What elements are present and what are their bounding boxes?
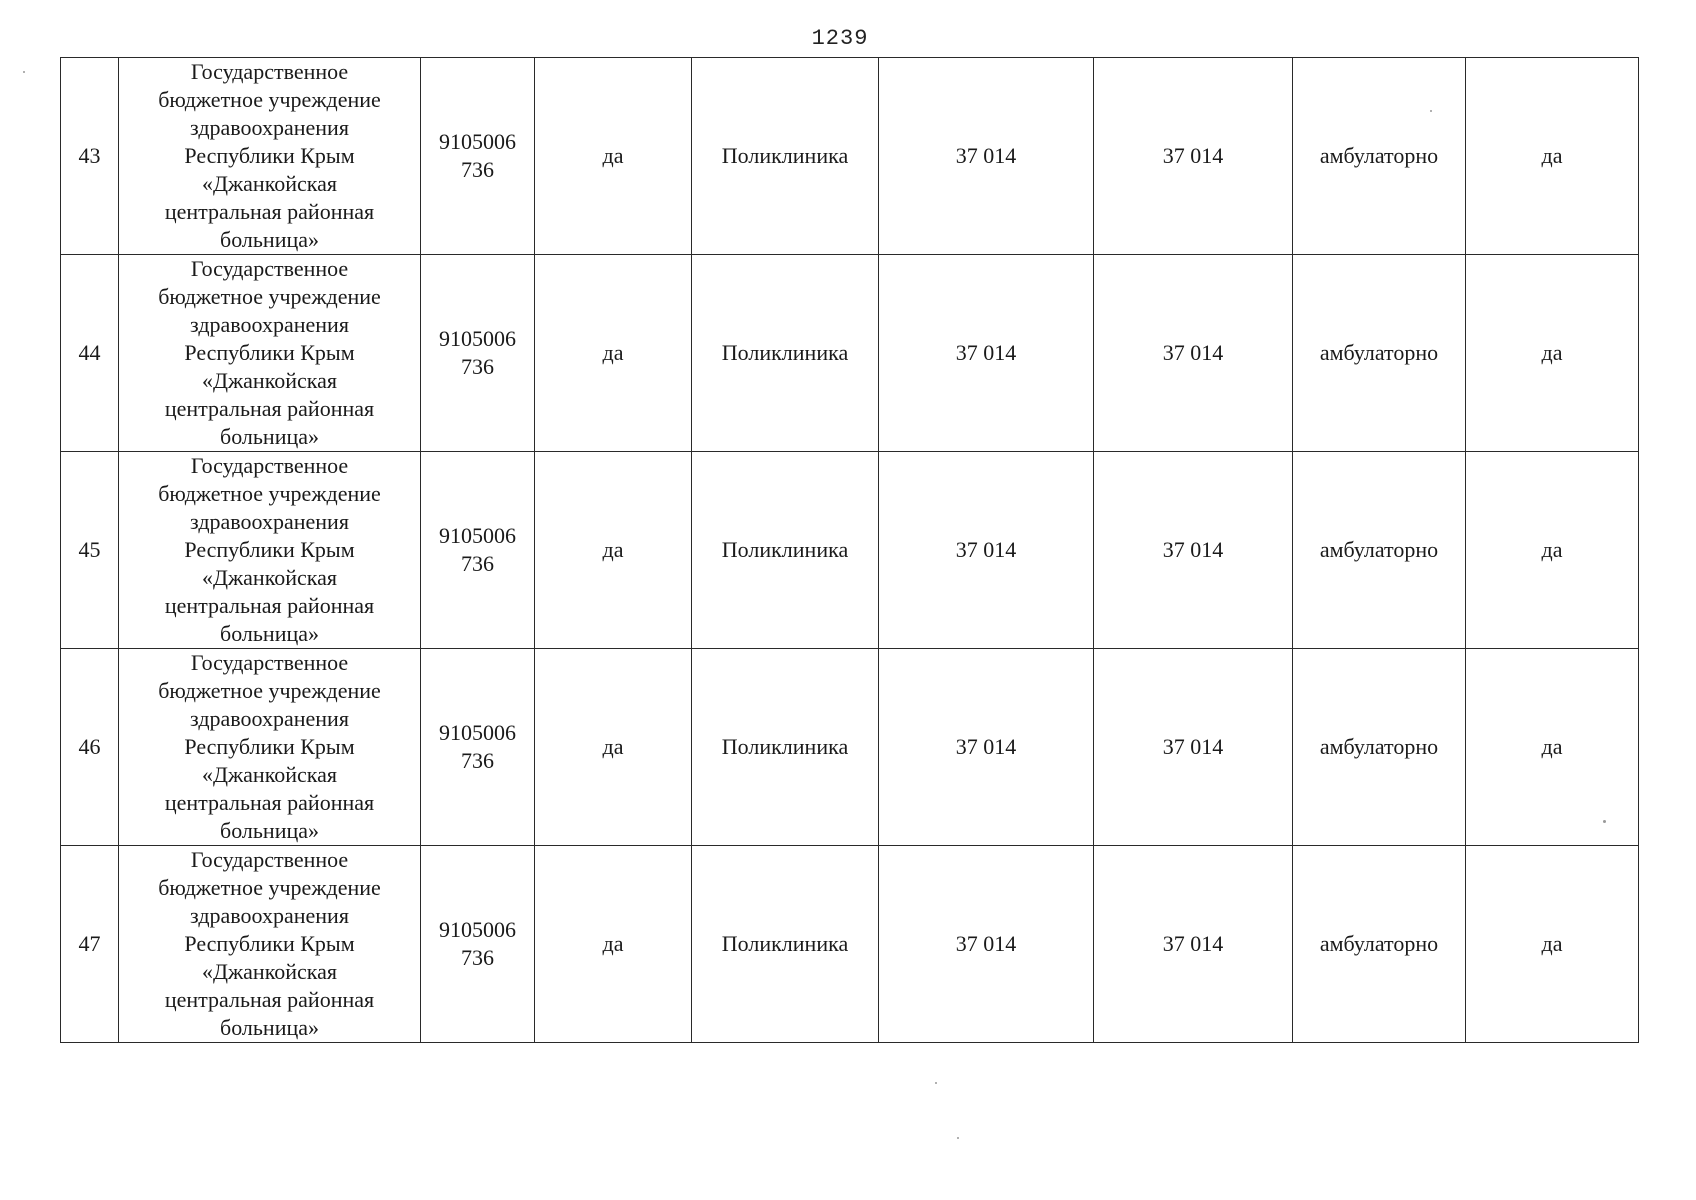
organization-line: больница» bbox=[220, 424, 319, 449]
organization-line: центральная районная bbox=[164, 199, 375, 224]
row-number-cell: 47 bbox=[61, 846, 119, 1043]
inn-line: 9105006 bbox=[439, 129, 516, 154]
facility-type-cell: Поликлиника bbox=[692, 255, 879, 452]
organization-line: больница» bbox=[220, 621, 319, 646]
value-cell-1: 37 014 bbox=[879, 255, 1094, 452]
organization-line: «Джанкойская bbox=[201, 368, 338, 393]
scan-speck bbox=[1603, 820, 1606, 823]
inn-cell bbox=[421, 846, 535, 1043]
registry-table bbox=[60, 57, 1639, 1043]
organization-line: бюджетное учреждение bbox=[158, 87, 381, 112]
flag-cell-2: да bbox=[1466, 255, 1639, 452]
organization-line: «Джанкойская bbox=[201, 762, 338, 787]
row-number-cell: 46 bbox=[61, 649, 119, 846]
organization-line: здравоохранения bbox=[190, 706, 349, 731]
organization-line: Республики Крым bbox=[184, 734, 355, 759]
value-cell-2: 37 014 bbox=[1094, 452, 1293, 649]
care-mode-cell: амбулаторно bbox=[1293, 452, 1466, 649]
organization-line: Государственное bbox=[190, 453, 349, 478]
value-cell-2: 37 014 bbox=[1094, 846, 1293, 1043]
care-mode-cell: амбулаторно bbox=[1293, 255, 1466, 452]
organization-line: здравоохранения bbox=[190, 509, 349, 534]
organization-cell bbox=[119, 255, 421, 452]
organization-line: центральная районная bbox=[164, 790, 375, 815]
table-row bbox=[61, 58, 1639, 255]
inn-line: 736 bbox=[461, 551, 494, 576]
organization-line: «Джанкойская bbox=[201, 565, 338, 590]
organization-line: центральная районная bbox=[164, 593, 375, 618]
value-cell-1: 37 014 bbox=[879, 846, 1094, 1043]
inn-line: 736 bbox=[461, 354, 494, 379]
scan-speck bbox=[1430, 110, 1432, 112]
flag-cell: да bbox=[535, 255, 692, 452]
organization-line: здравоохранения bbox=[190, 312, 349, 337]
organization-line: «Джанкойская bbox=[201, 171, 338, 196]
flag-cell: да bbox=[535, 452, 692, 649]
inn-line: 736 bbox=[461, 748, 494, 773]
organization-line: больница» bbox=[220, 227, 319, 252]
value-cell-2: 37 014 bbox=[1094, 58, 1293, 255]
table-row bbox=[61, 846, 1639, 1043]
organization-line: здравоохранения bbox=[190, 903, 349, 928]
page-number: 1239 bbox=[811, 26, 869, 51]
flag-cell-2: да bbox=[1466, 58, 1639, 255]
inn-line: 736 bbox=[461, 157, 494, 182]
organization-line: Государственное bbox=[190, 650, 349, 675]
organization-line: бюджетное учреждение bbox=[158, 284, 381, 309]
row-number-cell: 45 bbox=[61, 452, 119, 649]
flag-cell-2: да bbox=[1466, 649, 1639, 846]
row-number-cell: 43 bbox=[61, 58, 119, 255]
table-row bbox=[61, 649, 1639, 846]
organization-line: центральная районная bbox=[164, 396, 375, 421]
flag-cell: да bbox=[535, 649, 692, 846]
flag-cell-2: да bbox=[1466, 846, 1639, 1043]
organization-line: больница» bbox=[220, 818, 319, 843]
inn-line: 9105006 bbox=[439, 720, 516, 745]
inn-line: 9105006 bbox=[439, 326, 516, 351]
inn-cell bbox=[421, 452, 535, 649]
organization-line: центральная районная bbox=[164, 987, 375, 1012]
organization-line: Республики Крым bbox=[184, 340, 355, 365]
table-row bbox=[61, 452, 1639, 649]
organization-line: Государственное bbox=[190, 59, 349, 84]
inn-cell bbox=[421, 649, 535, 846]
organization-line: Республики Крым bbox=[184, 931, 355, 956]
flag-cell-2: да bbox=[1466, 452, 1639, 649]
organization-line: здравоохранения bbox=[190, 115, 349, 140]
inn-line: 736 bbox=[461, 945, 494, 970]
organization-line: больница» bbox=[220, 1015, 319, 1040]
facility-type-cell: Поликлиника bbox=[692, 649, 879, 846]
value-cell-1: 37 014 bbox=[879, 649, 1094, 846]
organization-line: Республики Крым bbox=[184, 143, 355, 168]
care-mode-cell: амбулаторно bbox=[1293, 846, 1466, 1043]
flag-cell: да bbox=[535, 846, 692, 1043]
organization-cell bbox=[119, 649, 421, 846]
facility-type-cell: Поликлиника bbox=[692, 58, 879, 255]
organization-line: «Джанкойская bbox=[201, 959, 338, 984]
row-number-cell: 44 bbox=[61, 255, 119, 452]
organization-line: Государственное bbox=[190, 256, 349, 281]
table-row bbox=[61, 255, 1639, 452]
inn-line: 9105006 bbox=[439, 917, 516, 942]
value-cell-2: 37 014 bbox=[1094, 649, 1293, 846]
organization-line: бюджетное учреждение bbox=[158, 875, 381, 900]
value-cell-1: 37 014 bbox=[879, 452, 1094, 649]
value-cell-1: 37 014 bbox=[879, 58, 1094, 255]
organization-line: Государственное bbox=[190, 847, 349, 872]
care-mode-cell: амбулаторно bbox=[1293, 58, 1466, 255]
organization-line: Республики Крым bbox=[184, 537, 355, 562]
scan-speck bbox=[935, 1082, 937, 1084]
organization-cell bbox=[119, 58, 421, 255]
flag-cell: да bbox=[535, 58, 692, 255]
organization-line: бюджетное учреждение bbox=[158, 678, 381, 703]
value-cell-2: 37 014 bbox=[1094, 255, 1293, 452]
inn-cell bbox=[421, 255, 535, 452]
care-mode-cell: амбулаторно bbox=[1293, 649, 1466, 846]
facility-type-cell: Поликлиника bbox=[692, 846, 879, 1043]
organization-cell bbox=[119, 846, 421, 1043]
organization-line: бюджетное учреждение bbox=[158, 481, 381, 506]
scan-speck bbox=[23, 71, 25, 73]
table-body bbox=[61, 58, 1639, 1043]
inn-line: 9105006 bbox=[439, 523, 516, 548]
organization-cell bbox=[119, 452, 421, 649]
inn-cell bbox=[421, 58, 535, 255]
facility-type-cell: Поликлиника bbox=[692, 452, 879, 649]
scan-speck bbox=[957, 1137, 959, 1139]
